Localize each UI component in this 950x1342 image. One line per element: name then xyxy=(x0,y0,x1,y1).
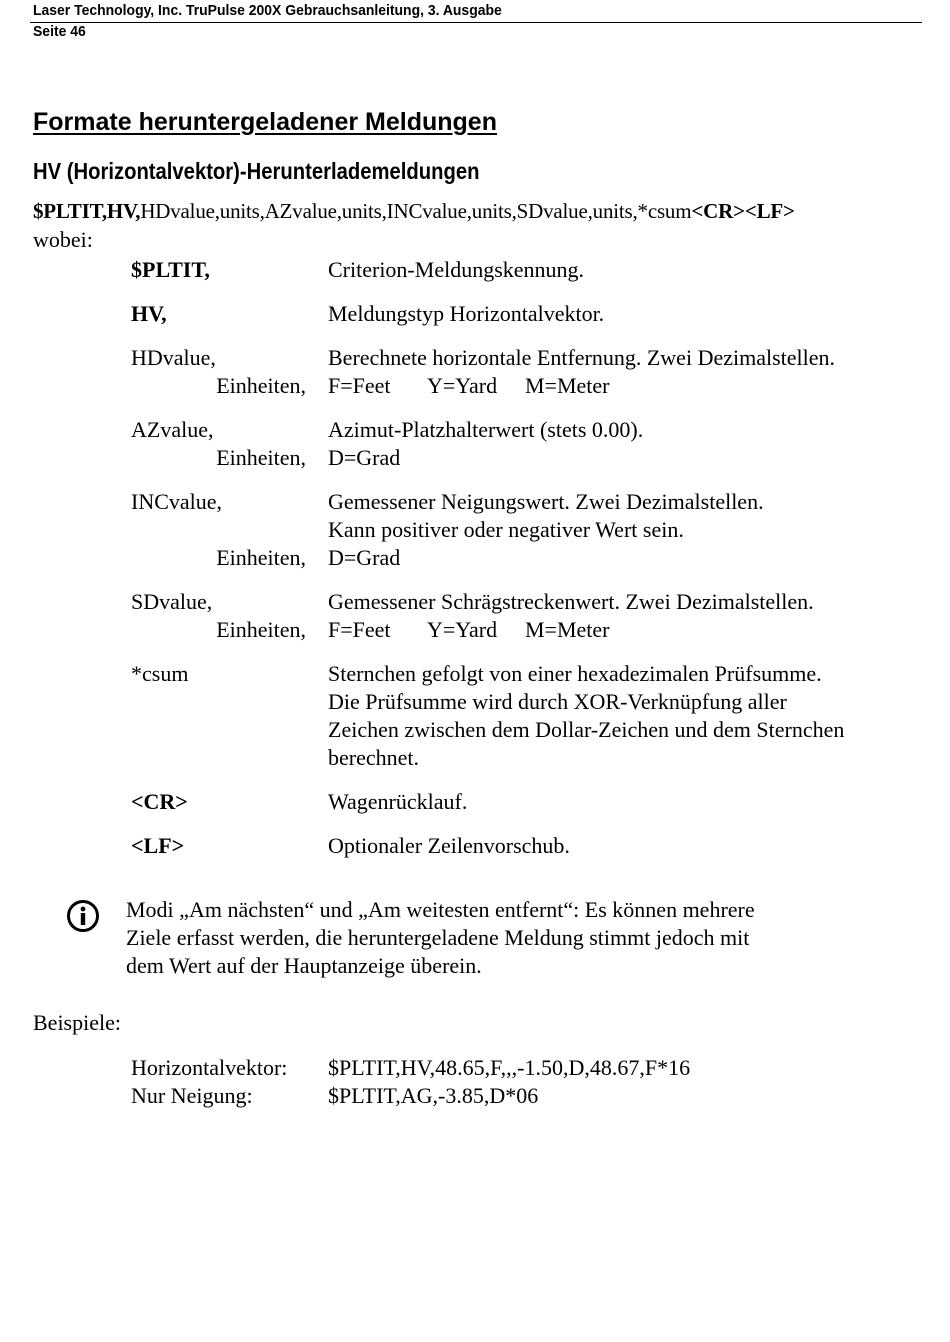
definition-row-sdvalue xyxy=(131,588,921,644)
definition-term-label: SDvalue, xyxy=(131,589,213,614)
definition-desc: Meldungstyp Horizontalvektor. xyxy=(328,301,605,326)
definition-term: HV, xyxy=(131,301,167,326)
definition-row-pltit xyxy=(131,256,921,284)
note-line: Ziele erfasst werden, die heruntergeladene Meldung stimmt jedoch mit xyxy=(126,925,750,950)
definition-term xyxy=(131,588,328,644)
syntax-suffix: <CR><LF> xyxy=(691,199,795,223)
definition-desc-line: Gemessener Neigungswert. Zwei Dezimalstellen. xyxy=(328,489,764,514)
definition-sub-term: Einheiten, xyxy=(216,445,306,470)
definition-row-cr xyxy=(131,788,921,816)
definition-term: <LF> xyxy=(131,833,185,858)
example-label: Horizontalvektor: xyxy=(131,1055,288,1080)
definition-row-csum xyxy=(131,660,921,772)
definition-desc-line: Azimut-Platzhalterwert (stets 0.00). xyxy=(328,417,644,442)
definition-desc-line: berechnet. xyxy=(328,745,419,770)
definition-desc-line: Berechnete horizontale Entfernung. Zwei Dezimalstellen. xyxy=(328,345,836,370)
unit-option: F=Feet xyxy=(328,617,391,642)
definition-desc-line: Die Prüfsumme wird durch XOR-Verknüpfung aller xyxy=(328,689,787,714)
definition-units: D=Grad xyxy=(328,445,401,470)
note-line: dem Wert auf der Hauptanzeige überein. xyxy=(126,953,482,978)
definition-units xyxy=(328,616,921,644)
unit-option: M=Meter xyxy=(525,617,610,642)
note-text xyxy=(126,896,846,980)
definition-row-hv xyxy=(131,300,921,328)
unit-option: M=Meter xyxy=(525,373,610,398)
definition-desc-line: Gemessener Schrägstreckenwert. Zwei Dezimalstellen. xyxy=(328,589,814,614)
definition-term-label: HDvalue, xyxy=(131,345,216,370)
definition-term: $PLTIT, xyxy=(131,257,210,282)
unit-option: Y=Yard xyxy=(427,373,498,398)
example-row xyxy=(131,1054,690,1082)
wobei-label: wobei: xyxy=(33,227,93,252)
definition-sub-term: Einheiten, xyxy=(216,373,306,398)
definition-desc xyxy=(328,588,921,644)
definition-units: D=Grad xyxy=(328,545,401,570)
definition-desc xyxy=(328,344,921,400)
definition-row-lf xyxy=(131,832,921,860)
example-label: Nur Neigung: xyxy=(131,1083,253,1108)
section-title: Formate heruntergeladener Meldungen xyxy=(33,108,497,136)
info-icon xyxy=(66,899,100,933)
definition-term-label: AZvalue, xyxy=(131,417,214,442)
definition-list xyxy=(131,256,921,876)
definition-term: *csum xyxy=(131,661,189,686)
examples-heading: Beispiele: xyxy=(33,1010,121,1035)
definition-desc xyxy=(328,416,921,472)
definition-sub-term: Einheiten, xyxy=(216,545,306,570)
header-title: Laser Technology, Inc. TruPulse 200X Gebrauchsanleitung, 3. Ausgabe xyxy=(33,2,502,19)
definition-term: <CR> xyxy=(131,789,188,814)
syntax-body: HDvalue,units,AZvalue,units,INCvalue,units,SDvalue,units,*csum xyxy=(140,199,692,223)
message-syntax xyxy=(33,199,795,224)
unit-option: Y=Yard xyxy=(427,617,498,642)
info-note xyxy=(66,896,866,980)
definition-units xyxy=(328,372,921,400)
definition-desc: Criterion-Meldungskennung. xyxy=(328,257,585,282)
example-row xyxy=(131,1082,690,1110)
subsection-title: HV (Horizontalvektor)-Herunterlademeldungen xyxy=(33,158,480,184)
definition-term xyxy=(131,488,328,572)
definition-term-label: INCvalue, xyxy=(131,489,223,514)
example-value: $PLTIT,AG,-3.85,D*06 xyxy=(328,1083,539,1108)
note-line: Modi „Am nächsten“ und „Am weitesten entfernt“: Es können mehrere xyxy=(126,897,755,922)
definition-desc-line: Zeichen zwischen dem Dollar-Zeichen und dem Sternchen xyxy=(328,717,845,742)
definition-sub-term: Einheiten, xyxy=(216,617,306,642)
header-divider xyxy=(30,22,922,23)
definition-term xyxy=(131,344,328,400)
definition-row-incvalue xyxy=(131,488,921,572)
definition-desc xyxy=(328,660,921,772)
examples-list xyxy=(131,1054,690,1110)
definition-desc-line: Sternchen gefolgt von einer hexadezimalen Prüfsumme. xyxy=(328,661,822,686)
unit-option: F=Feet xyxy=(328,373,391,398)
definition-desc xyxy=(328,488,921,572)
page-header xyxy=(33,0,859,42)
definition-desc-line: Kann positiver oder negativer Wert sein. xyxy=(328,517,684,542)
page-number: Seite 46 xyxy=(33,23,86,40)
definition-row-azvalue xyxy=(131,416,921,472)
syntax-prefix: $PLTIT,HV, xyxy=(33,199,141,223)
definition-term xyxy=(131,416,328,472)
definition-row-hdvalue xyxy=(131,344,921,400)
example-value: $PLTIT,HV,48.65,F,,,-1.50,D,48.67,F*16 xyxy=(328,1055,691,1080)
definition-desc: Wagenrücklauf. xyxy=(328,789,468,814)
definition-desc: Optionaler Zeilenvorschub. xyxy=(328,833,570,858)
